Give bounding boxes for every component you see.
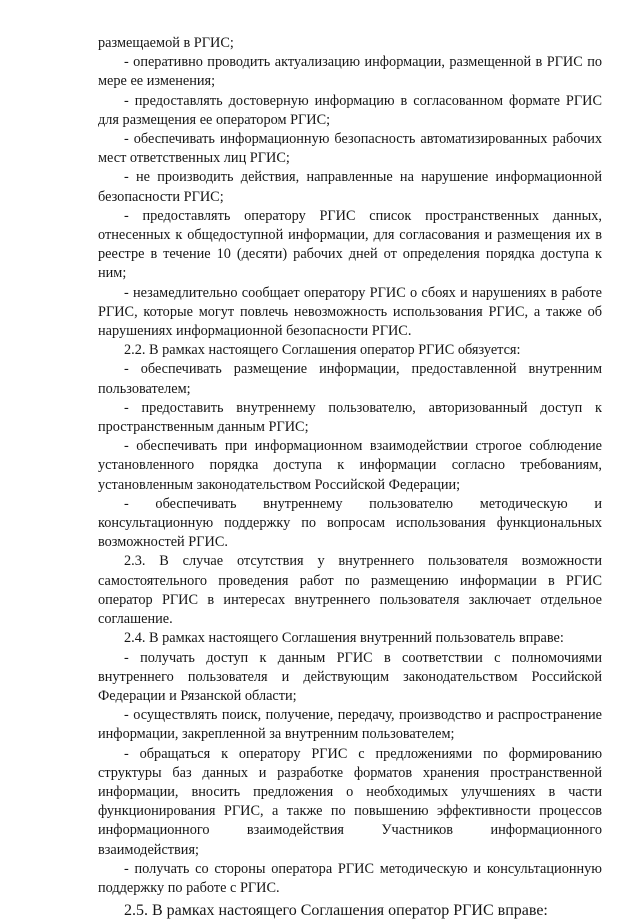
list-item: - осуществлять поиск, получение, передачу, производство и распространение информации, закрепленной за внутренним пользователем; <box>98 707 602 743</box>
list-item: - предоставлять достоверную информацию в согласованном формате РГИС для размещения ее оператором РГИС; <box>98 92 602 128</box>
list-item: - оперативно проводить актуализацию информации, размещенной в РГИС по мере ее изменения; <box>98 54 602 90</box>
list-item: - незамедлительно сообщает оператору РГИС о сбоях и нарушениях в работе РГИС, которые могут повлечь невозможность использования РГИС, а также об нарушениях информационной безопасности РГИС. <box>98 284 602 340</box>
list-item: - получать доступ к данным РГИС в соответствии с полномочиями внутреннего пользователя и действующим законодательством Российской Федерации и Рязанской области; <box>98 649 602 704</box>
paragraph-continuation: размещаемой в РГИС; <box>98 35 234 51</box>
list-item: - обеспечивать при информационном взаимодействии строгое соблюдение установленного порядка доступа к информации согласно требованиям, установленным законодательством Российской Федерации; <box>98 438 602 493</box>
section-heading-2-2: 2.2. В рамках настоящего Соглашения оператор РГИС обязуется: <box>124 342 521 359</box>
list-item: - получать со стороны оператора РГИС методическую и консультационную поддержку по работе с РГИС. <box>98 860 602 896</box>
list-item: - обращаться к оператору РГИС с предложениями по формированию структуры баз данных и разработке форматов хранения пространственной информации, вносить предложения о необходимых улучшениях в части функционирования РГИС, а также по повышению эффективности процессов информационного взаимодействия Участников информационного взаимодействия; <box>98 745 602 858</box>
list-item: - предоставить внутреннему пользователю, авторизованный доступ к пространственным данным РГИС; <box>98 399 602 436</box>
list-item: - не производить действия, направленные на нарушение информационной безопасности РГИС; <box>98 169 602 205</box>
section-heading-2-5: 2.5. В рамках настоящего Соглашения оператор РГИС вправе: <box>124 902 548 920</box>
section-heading-2-4: 2.4. В рамках настоящего Соглашения внутренний пользователь вправе: <box>124 630 564 647</box>
list-item: - обеспечивать размещение информации, предоставленной внутренним пользователем; <box>98 361 602 397</box>
section-paragraph-2-3: 2.3. В случае отсутствия у внутреннего пользователя возможности самостоятельного проведения работ по размещению информации в РГИС оператор РГИС в интересах внутреннего пользователя заключает отдельное соглашение. <box>98 553 602 628</box>
list-item: - обеспечивать внутреннему пользователю методическую и консультационную поддержку по вопросам использования функциональных возможностей РГИС. <box>98 495 602 551</box>
list-item: - предоставлять оператору РГИС список пространственных данных, отнесенных к общедоступной информации, для согласования и размещения их в реестре в течение 10 (десяти) рабочих дней от определения порядка доступа к ним; <box>98 207 602 282</box>
list-item: - обеспечивать информационную безопасность автоматизированных рабочих мест ответственных лиц РГИС; <box>98 131 602 167</box>
